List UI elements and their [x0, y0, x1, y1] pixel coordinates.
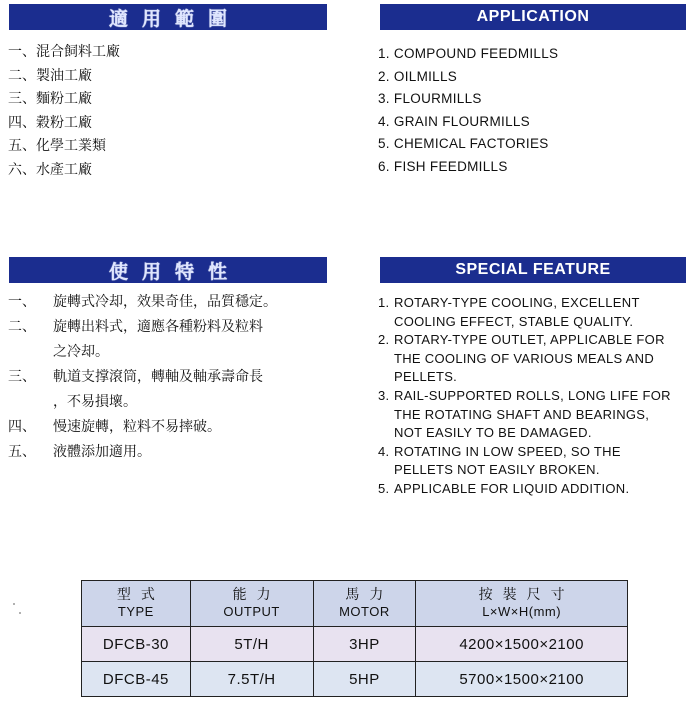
list-item: 3. FLOURMILLS	[378, 91, 482, 106]
cell-type: DFCB-45	[82, 662, 191, 697]
header-cn: 型式	[116, 587, 165, 603]
table-header-row	[82, 581, 628, 627]
list-item: 1. COMPOUND FEEDMILLS	[378, 46, 559, 61]
list-item	[378, 387, 671, 443]
list-item	[8, 315, 277, 365]
application-en-list	[378, 43, 558, 178]
cell-motor: 3HP	[313, 627, 416, 662]
list-item: 6. FISH FEEDMILLS	[378, 158, 508, 174]
print-speck	[19, 612, 21, 614]
cell-output: 5T/H	[190, 627, 313, 662]
item-number: 二、	[8, 319, 36, 335]
list-item	[378, 331, 671, 387]
table-row	[82, 662, 628, 697]
list-item	[8, 365, 277, 415]
item-text: 軌道支撑滾筒，轉軸及軸承壽命長	[53, 369, 263, 385]
cell-motor: 5HP	[313, 662, 416, 697]
list-item: 4. GRAIN FLOURMILLS	[378, 113, 530, 129]
item-text: 慢速旋轉，粒料不易摔破。	[53, 419, 221, 435]
item-number: 四、	[8, 419, 36, 435]
list-item: 五、化學工業類	[8, 138, 106, 154]
print-speck	[13, 603, 15, 605]
item-text: 旋轉式冷却，效果奇佳，品質穩定。	[53, 294, 277, 310]
application-cn-list	[8, 41, 120, 182]
item-number: 1.	[378, 295, 390, 310]
item-text: RAIL-SUPPORTED ROLLS, LONG LIFE FOR THE ROTATING SHAFT AND BEARINGS, NOT EASILY TO BE DAMAGED.	[394, 387, 671, 441]
feature-en-title: SPECIAL FEATURE	[380, 257, 686, 283]
item-number: 五、	[8, 444, 36, 460]
feature-cn-title: 使用特性	[9, 257, 327, 283]
feature-cn-list	[8, 290, 277, 465]
header-en: L×W×H(mm)	[482, 604, 562, 619]
header-en: MOTOR	[339, 604, 390, 619]
list-item: 2. OILMILLS	[378, 68, 458, 84]
cell-dimensions: 4200×1500×2100	[416, 627, 628, 662]
list-item: 二、製油工廠	[8, 67, 92, 84]
list-item	[378, 443, 671, 480]
list-item: 六、水產工廠	[8, 161, 92, 178]
spec-table	[81, 580, 628, 697]
cell-type: DFCB-30	[82, 627, 191, 662]
item-text: ROTATING IN LOW SPEED, SO THE PELLETS NOT EASILY BROKEN.	[394, 443, 621, 478]
list-item	[378, 480, 671, 499]
item-number: 4.	[378, 443, 390, 459]
item-number: 三、	[8, 369, 36, 385]
item-number: 2.	[378, 332, 390, 348]
list-item	[8, 290, 277, 315]
table-row	[82, 627, 628, 662]
application-cn-title: 適用範圍	[9, 4, 327, 30]
header-en: TYPE	[117, 604, 154, 619]
item-number: 3.	[378, 387, 390, 403]
header-output	[190, 581, 313, 627]
header-cn: 能力	[232, 587, 281, 603]
list-item	[8, 415, 277, 440]
item-text-continued: ，不易損壞。	[53, 394, 137, 410]
item-text: 旋轉出料式，適應各種粉料及粒料	[53, 319, 263, 335]
item-text-continued: 之冷却。	[53, 344, 109, 360]
application-en-title: APPLICATION	[380, 4, 686, 30]
list-item: 三、麵粉工廠	[8, 91, 92, 107]
header-motor	[313, 581, 416, 627]
header-dimensions	[416, 581, 628, 627]
item-text: ROTARY-TYPE OUTLET, APPLICABLE FOR THE COOLING OF VARIOUS MEALS AND PELLETS.	[394, 332, 665, 385]
header-cn: 按裝尺寸	[478, 587, 575, 603]
cell-output: 7.5T/H	[190, 662, 313, 697]
header-en: OUTPUT	[223, 604, 280, 619]
item-number: 一、	[8, 294, 36, 310]
list-item	[378, 294, 671, 331]
item-text: 液體添加適用。	[53, 444, 151, 460]
header-cn: 馬力	[345, 587, 394, 603]
header-type	[82, 581, 191, 627]
list-item: 一、混合飼料工廠	[8, 44, 120, 60]
cell-dimensions: 5700×1500×2100	[416, 662, 628, 697]
item-text: ROTARY-TYPE COOLING, EXCELLENT COOLING EFFECT, STABLE QUALITY.	[394, 295, 640, 329]
feature-en-list	[378, 294, 671, 499]
item-number: 5.	[378, 480, 390, 496]
list-item: 四、穀粉工廠	[8, 114, 92, 131]
list-item: 5. CHEMICAL FACTORIES	[378, 136, 549, 151]
list-item	[8, 440, 277, 465]
item-text: APPLICABLE FOR LIQUID ADDITION.	[394, 480, 630, 496]
